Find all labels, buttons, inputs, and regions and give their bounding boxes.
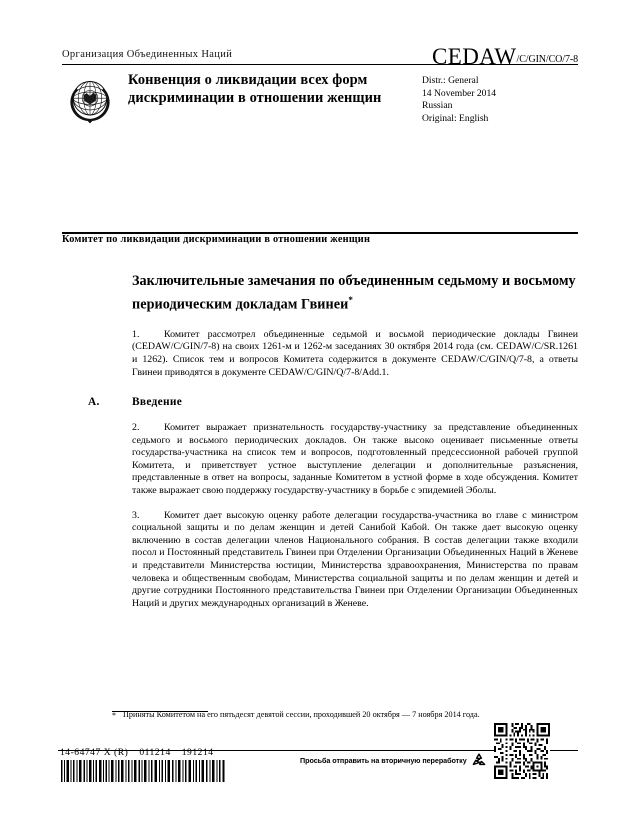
paragraph-number: 3. [132,509,140,521]
distribution-original: Original: English [422,112,489,124]
recycle-text: Просьба отправить на вторичную переработку [300,755,467,765]
recycle-icon [471,752,487,768]
document-symbol [432,44,578,70]
job-suffix: X (R) [103,747,129,758]
paragraph-text: Комитет рассмотрел объединенные седьмой и восьмой периодические доклады Гвинеи (CEDAW/C/GIN/7-8) на своих 1261-м и 1262-м заседаниях 30 октября 2014 года (см. CEDAW/C/SR.1261 и 1262). Список тем и вопросов Комитета содержится в документе CEDAW/C/GIN/Q/7-8, а ответы Гвинеи приводятся в документе CEDAW/C/GIN/Q/7-8/Add.1. [132,328,578,378]
job-number-line [60,747,214,758]
paragraph-number: 1. [132,328,140,340]
document-content [88,272,578,622]
paragraph-text: Комитет дает высокую оценку работе делегации государства-участника во главе с министром социальной защиты и по делам женщин и детей Санибой Кабой. Он также дает высокую оценку включению в состав делегации членов Национального собрания. В состав делегации также входили посол и Постоянный представитель Гвинеи при Отделении Организации Объединенных Наций в Женеве и представители Министерства юстиции, Министерства здравоохранения, Министерства по правам человека и общественным свободам, Министерства социальной защиты и по делам женщин и детей и другие сотрудники Постоянного представительства Гвинеи при Отделении Организации Объединенных Наций и других международных организаций в Женеве. [132,509,578,609]
masthead [62,44,578,138]
barcode [60,760,228,782]
organization-name: Организация Объединенных Наций [62,49,233,60]
paragraph-text: Комитет выражает признательность государству-участнику за представление объединенных седьмого и восьмого периодических докладов. Он также высоко оценивает письменные ответы государства-участника на список тем и вопросов, подготовленный предсессионной рабочей группой Комитета, и приветствует устное выступление делегации и дополнительные разъяснения, представленные в ответ на вопросы, заданные Комитетом в устной форме в ходе обсуждения. Комитет также выражает свою поддержку государству-участнику в борьбе с эпидемией Эболы. [132,422,578,497]
job-number: 14-64747 [60,747,101,758]
paragraph-number: 2. [132,422,140,434]
paragraph-1 [132,329,578,379]
distribution-type: Distr.: General [422,75,479,86]
committee-name: Комитет по ликвидации дискриминации в отношении женщин [62,234,371,245]
recycle-notice [300,752,487,768]
date-code-1: 011214 [139,747,171,758]
distribution-date: 14 November 2014 [422,87,497,99]
document-symbol-suffix: /C/GIN/CO/7-8 [516,54,578,65]
paragraph-2 [132,422,578,498]
footnote [112,709,532,720]
footnote-text: Приняты Комитетом на его пятьдесят девятой сессии, проходившей 20 октября — 7 ноября 2014 года. [123,710,480,719]
paragraph-3 [132,510,578,611]
qr-code [494,723,550,779]
distribution-language: Russian [422,100,453,112]
page-title-text: Заключительные замечания по объединенным седьмому и восьмому периодическим докладам Гвинеи [132,273,576,313]
un-emblem [62,73,118,129]
masthead-body [62,72,578,138]
section-title: Введение [132,396,183,409]
convention-title: Конвенция о ликвидации всех форм дискриминации в отношении женщин [128,72,382,106]
page-title-footnote-marker: * [348,294,353,305]
section-heading-introduction [88,395,578,409]
section-letter: A. [88,396,100,409]
date-code-2: 191214 [181,747,214,758]
distribution-block [422,72,496,125]
page-title [132,272,578,314]
footnote-marker: * [112,710,116,720]
document-symbol-main: CEDAW [432,44,517,69]
